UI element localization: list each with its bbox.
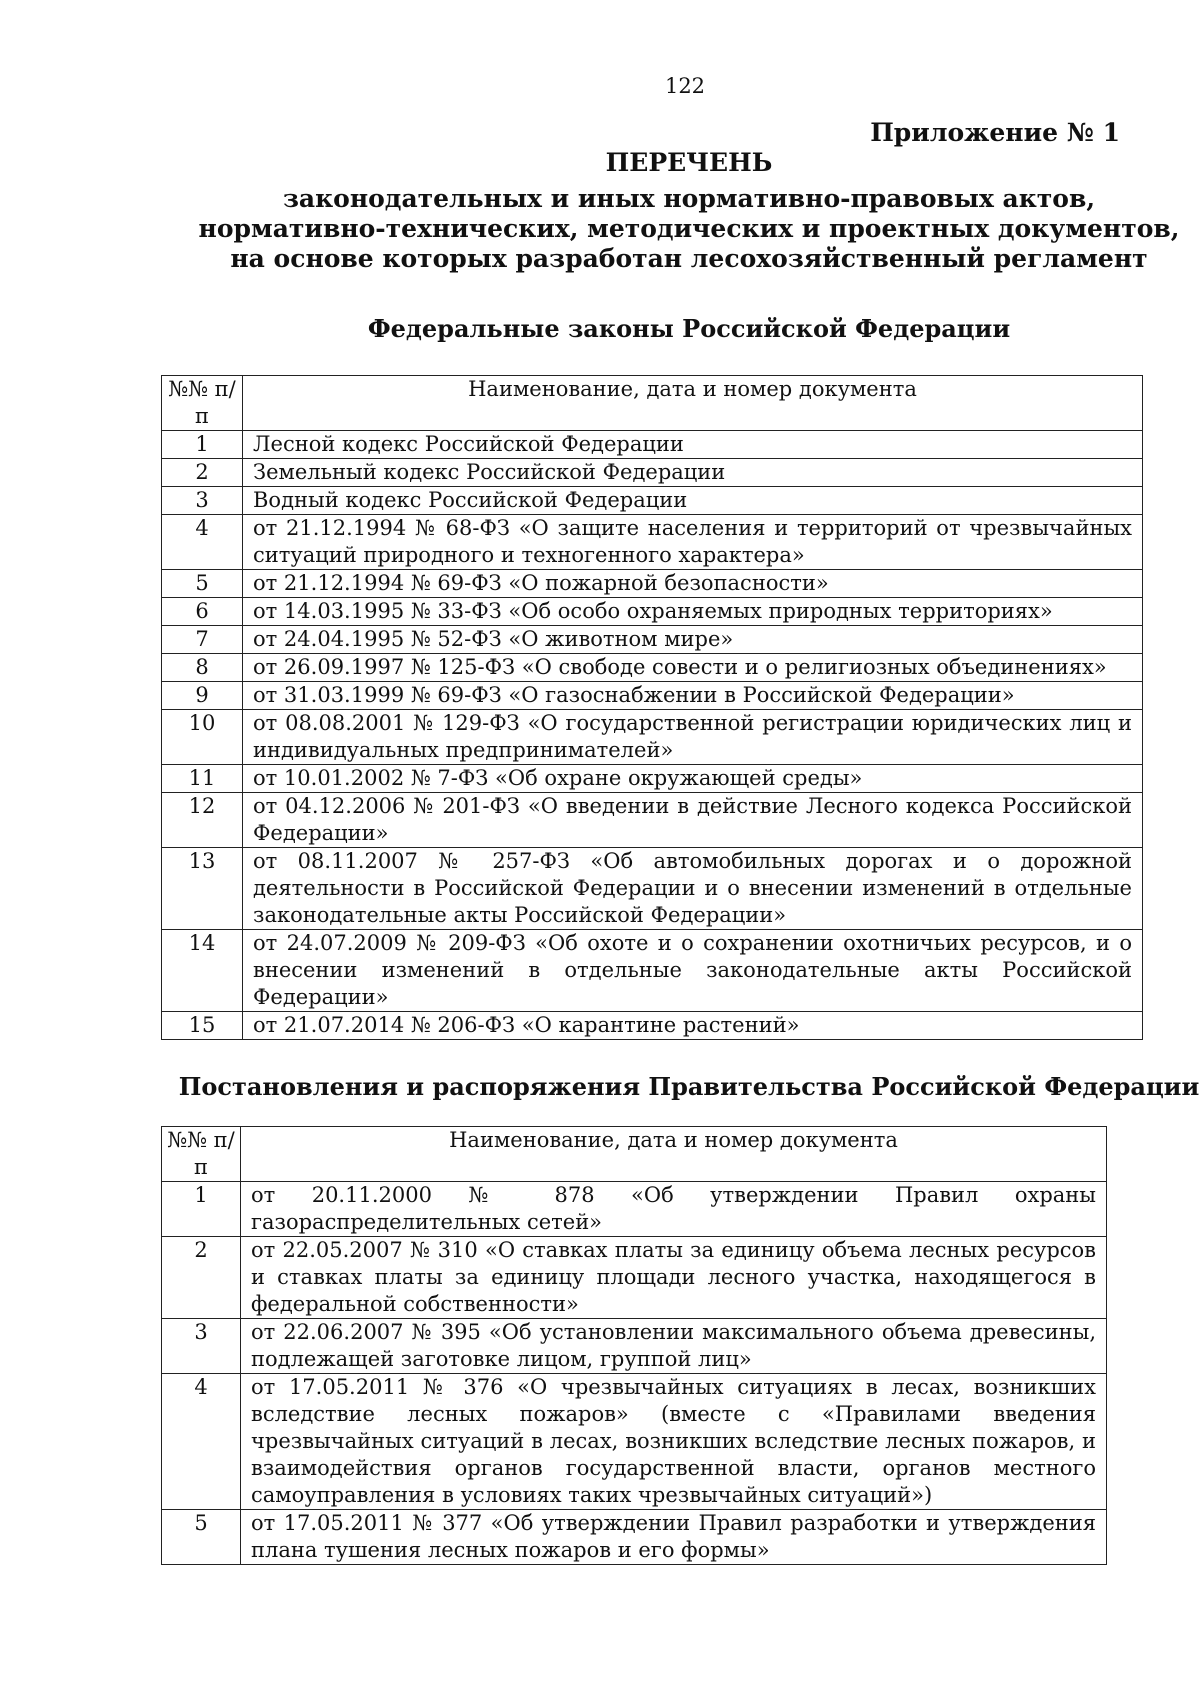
- row-document: от 21.12.1994 № 68-ФЗ «О защите населения и территорий от чрезвычайных ситуаций природного и техногенного характера»: [243, 515, 1143, 570]
- row-document: Водный кодекс Российской Федерации: [243, 487, 1143, 515]
- row-number: 2: [162, 1237, 241, 1319]
- federal-laws-table: [161, 375, 1143, 1040]
- table-row: [162, 598, 1143, 626]
- row-number: 15: [162, 1012, 243, 1040]
- row-number: 10: [162, 710, 243, 765]
- row-document: от 26.09.1997 № 125-ФЗ «О свободе совести и о религиозных объединениях»: [243, 654, 1143, 682]
- table-header-row: [162, 376, 1143, 431]
- row-document: от 17.05.2011 № 376 «О чрезвычайных ситуациях в лесах, возникших вследствие лесных пожаров» (вместе с «Правилами введения чрезвычайных ситуаций в лесах, возникших вследствие лесных пожаров, и взаимодействия органов государственной власти, органов местного самоуправления в условиях таких чрезвычайных ситуаций»): [241, 1374, 1107, 1510]
- row-number: 7: [162, 626, 243, 654]
- table-row: [162, 1237, 1107, 1319]
- subtitle-line: законодательных и иных нормативно-правовых актов,: [282, 184, 1096, 213]
- row-document: Земельный кодекс Российской Федерации: [243, 459, 1143, 487]
- table-row: [162, 1510, 1107, 1565]
- table-row: [162, 515, 1143, 570]
- table-row: [162, 765, 1143, 793]
- document-subtitle: [0, 184, 1200, 274]
- appendix-label: Приложение № 1: [870, 118, 1120, 147]
- row-document: от 24.07.2009 № 209-ФЗ «Об охоте и о сохранении охотничьих ресурсов, и о внесении изменений в отдельные законодательные акты Российской Федерации»: [243, 930, 1143, 1012]
- government-acts-table: [161, 1126, 1107, 1565]
- table-row: [162, 570, 1143, 598]
- row-number: 5: [162, 570, 243, 598]
- table-row: [162, 1182, 1107, 1237]
- row-number: 1: [162, 431, 243, 459]
- document-title: ПЕРЕЧЕНЬ: [605, 148, 773, 177]
- row-number: 5: [162, 1510, 241, 1565]
- table-row: [162, 793, 1143, 848]
- table-header-row: [162, 1127, 1107, 1182]
- row-number: 12: [162, 793, 243, 848]
- row-number: 6: [162, 598, 243, 626]
- row-document: от 31.03.1999 № 69-ФЗ «О газоснабжении в Российской Федерации»: [243, 682, 1143, 710]
- table-row: [162, 848, 1143, 930]
- row-document: от 21.12.1994 № 69-ФЗ «О пожарной безопасности»: [243, 570, 1143, 598]
- table-row: [162, 487, 1143, 515]
- row-number: 3: [162, 1319, 241, 1374]
- table-row: [162, 431, 1143, 459]
- row-document: от 24.04.1995 № 52-ФЗ «О животном мире»: [243, 626, 1143, 654]
- row-number: 2: [162, 459, 243, 487]
- row-number: 3: [162, 487, 243, 515]
- row-number: 9: [162, 682, 243, 710]
- header-name: Наименование, дата и номер документа: [241, 1127, 1107, 1182]
- row-document: Лесной кодекс Российской Федерации: [243, 431, 1143, 459]
- subtitle-line: нормативно-технических, методических и проектных документов,: [198, 214, 1180, 243]
- row-number: 4: [162, 1374, 241, 1510]
- section-title-federal-laws: Федеральные законы Российской Федерации: [367, 314, 1011, 343]
- row-number: 4: [162, 515, 243, 570]
- page-number: 122: [664, 74, 706, 98]
- row-document: от 10.01.2002 № 7-ФЗ «Об охране окружающей среды»: [243, 765, 1143, 793]
- header-num: №№ п/п: [162, 1127, 241, 1182]
- table-row: [162, 1012, 1143, 1040]
- table-row: [162, 930, 1143, 1012]
- row-document: от 21.07.2014 № 206-ФЗ «О карантине растений»: [243, 1012, 1143, 1040]
- row-document: от 22.06.2007 № 395 «Об установлении максимального объема древесины, подлежащей заготовке лицом, группой лиц»: [241, 1319, 1107, 1374]
- row-number: 11: [162, 765, 243, 793]
- row-number: 13: [162, 848, 243, 930]
- row-document: от 04.12.2006 № 201-ФЗ «О введении в действие Лесного кодекса Российской Федерации»: [243, 793, 1143, 848]
- row-document: от 20.11.2000 № 878 «Об утверждении Правил охраны газораспределительных сетей»: [241, 1182, 1107, 1237]
- section-title-government-acts: Постановления и распоряжения Правительства Российской Федерации: [178, 1072, 1200, 1101]
- table-row: [162, 1374, 1107, 1510]
- row-document: от 08.08.2001 № 129-ФЗ «О государственной регистрации юридических лиц и индивидуальных предпринимателей»: [243, 710, 1143, 765]
- header-num: №№ п/п: [162, 376, 243, 431]
- subtitle-line: на основе которых разработан лесохозяйственный регламент: [230, 244, 1148, 273]
- header-name: Наименование, дата и номер документа: [243, 376, 1143, 431]
- table-row: [162, 459, 1143, 487]
- table-row: [162, 654, 1143, 682]
- row-number: 1: [162, 1182, 241, 1237]
- federal-laws-body: [162, 431, 1143, 1040]
- row-document: от 17.05.2011 № 377 «Об утверждении Правил разработки и утверждения плана тушения лесных пожаров и его формы»: [241, 1510, 1107, 1565]
- row-number: 14: [162, 930, 243, 1012]
- row-document: от 14.03.1995 № 33-ФЗ «Об особо охраняемых природных территориях»: [243, 598, 1143, 626]
- row-document: от 08.11.2007 № 257-ФЗ «Об автомобильных дорогах и о дорожной деятельности в Российской Федерации и о внесении изменений в отдельные законодательные акты Российской Федерации»: [243, 848, 1143, 930]
- table-row: [162, 626, 1143, 654]
- table-row: [162, 1319, 1107, 1374]
- government-acts-body: [162, 1182, 1107, 1565]
- table-row: [162, 682, 1143, 710]
- row-document: от 22.05.2007 № 310 «О ставках платы за единицу объема лесных ресурсов и ставках платы за единицу площади лесного участка, находящегося в федеральной собственности»: [241, 1237, 1107, 1319]
- row-number: 8: [162, 654, 243, 682]
- table-row: [162, 710, 1143, 765]
